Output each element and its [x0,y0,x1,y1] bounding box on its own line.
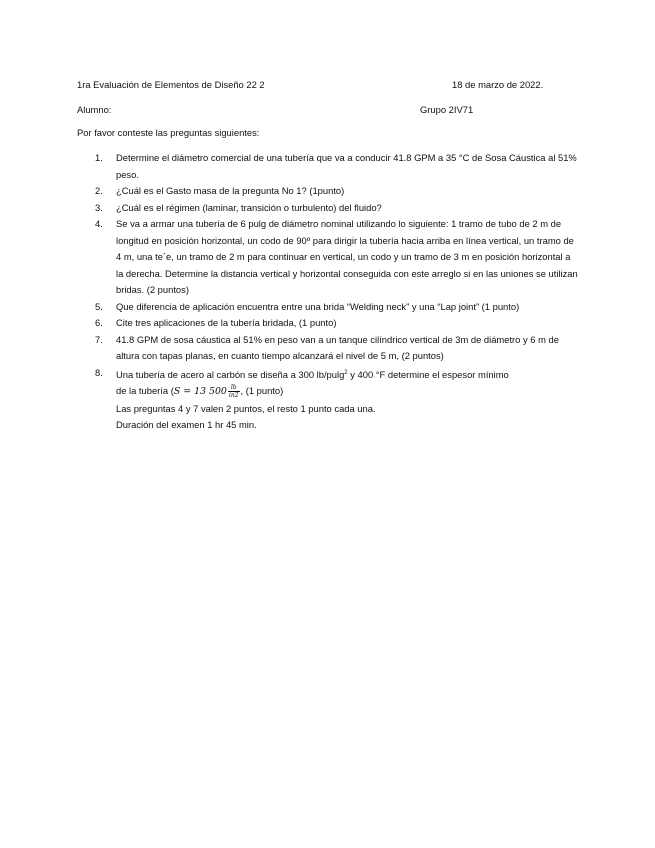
question-number: 7. [95,333,103,345]
student-label: Alumno: [77,104,112,115]
points-note: Las preguntas 4 y 7 valen 2 puntos, el resto 1 punto cada una. [116,402,376,414]
question-number: 5. [95,300,103,312]
question-number: 4. [95,218,103,229]
question-list [95,150,580,434]
question-item [95,200,580,217]
unit-fraction [228,384,240,399]
question-text: ¿Cuál es el régimen (laminar, transición o turbulento) del fluido? [116,201,382,213]
question-text-part: Una tubería de acero al carbón se diseña a 300 lb/pulg [116,368,345,380]
question-number: 1. [95,152,103,163]
question-item [95,183,580,200]
question-text: Cite tres aplicaciones de la tubería bridada, (1 punto) [116,317,337,328]
question-number: 3. [95,201,103,213]
question-text: 41.8 GPM de sosa cáustica al 51% en peso van a un tanque cilíndrico vertical de 3m de diámetro y 6 m de altura con tapas planas, en cuanto tiempo alcanzará el nivel de 5 m, (2 puntos) [116,333,559,361]
stress-formula: S = 13 500 [173,386,227,398]
duration-note: Duración del examen 1 hr 45 min. [116,419,257,431]
exam-date: 18 de marzo de 2022. [452,79,544,90]
question-text: Que diferencia de aplicación encuentra entre una brida “Welding neck” y una “Lap joint” (1 punto) [116,300,520,312]
question-item [95,332,580,365]
fraction-numerator: lb [228,384,240,392]
question-number: 6. [95,317,103,328]
instructions-text: Por favor conteste las preguntas siguientes: [77,127,260,138]
question-item [95,216,580,299]
question-text-part: y 400 °F determine el espesor mínimo [347,368,509,380]
question-item-8 [95,365,580,401]
fraction-denominator: in2 [228,392,239,400]
question-item [95,150,580,183]
question-text [116,365,580,401]
question-text-part: de la tubería ( [116,385,174,397]
superscript: 2 [344,369,348,376]
question-text-part: , (1 punto) [240,385,284,397]
exam-title: 1ra Evaluación de Elementos de Diseño 22 2 [77,79,265,90]
question-text: Determine el diámetro comercial de una tubería que va a conducir 41.8 GPM a 35 °C de Sosa Cáustica al 51% peso. [116,152,577,180]
group-label: Grupo 2IV71 [420,104,474,115]
question-number: 8. [95,366,103,378]
question-text: ¿Cuál es el Gasto masa de la pregunta No 1? (1punto) [116,185,345,196]
question-item [95,315,580,332]
question-text: Se va a armar una tubería de 6 pulg de diámetro nominal utilizando lo siguiente: 1 tramo de tubo de 2 m de longitud en posición horizontal, un codo de 90º para dirigir la tubería hacia arriba en línea vertical, un tramo de 4 m, una te´e, un tramo de 2 m para continuar en vertical, un codo y un tramo de 3 m en posición horizontal a la derecha. Determine la distancia vertical y horizontal conseguida con este arreglo si en las uniones se utilizan bridas. (2 puntos) [116,218,578,295]
question-item [95,299,580,316]
question-number: 2. [95,185,103,196]
